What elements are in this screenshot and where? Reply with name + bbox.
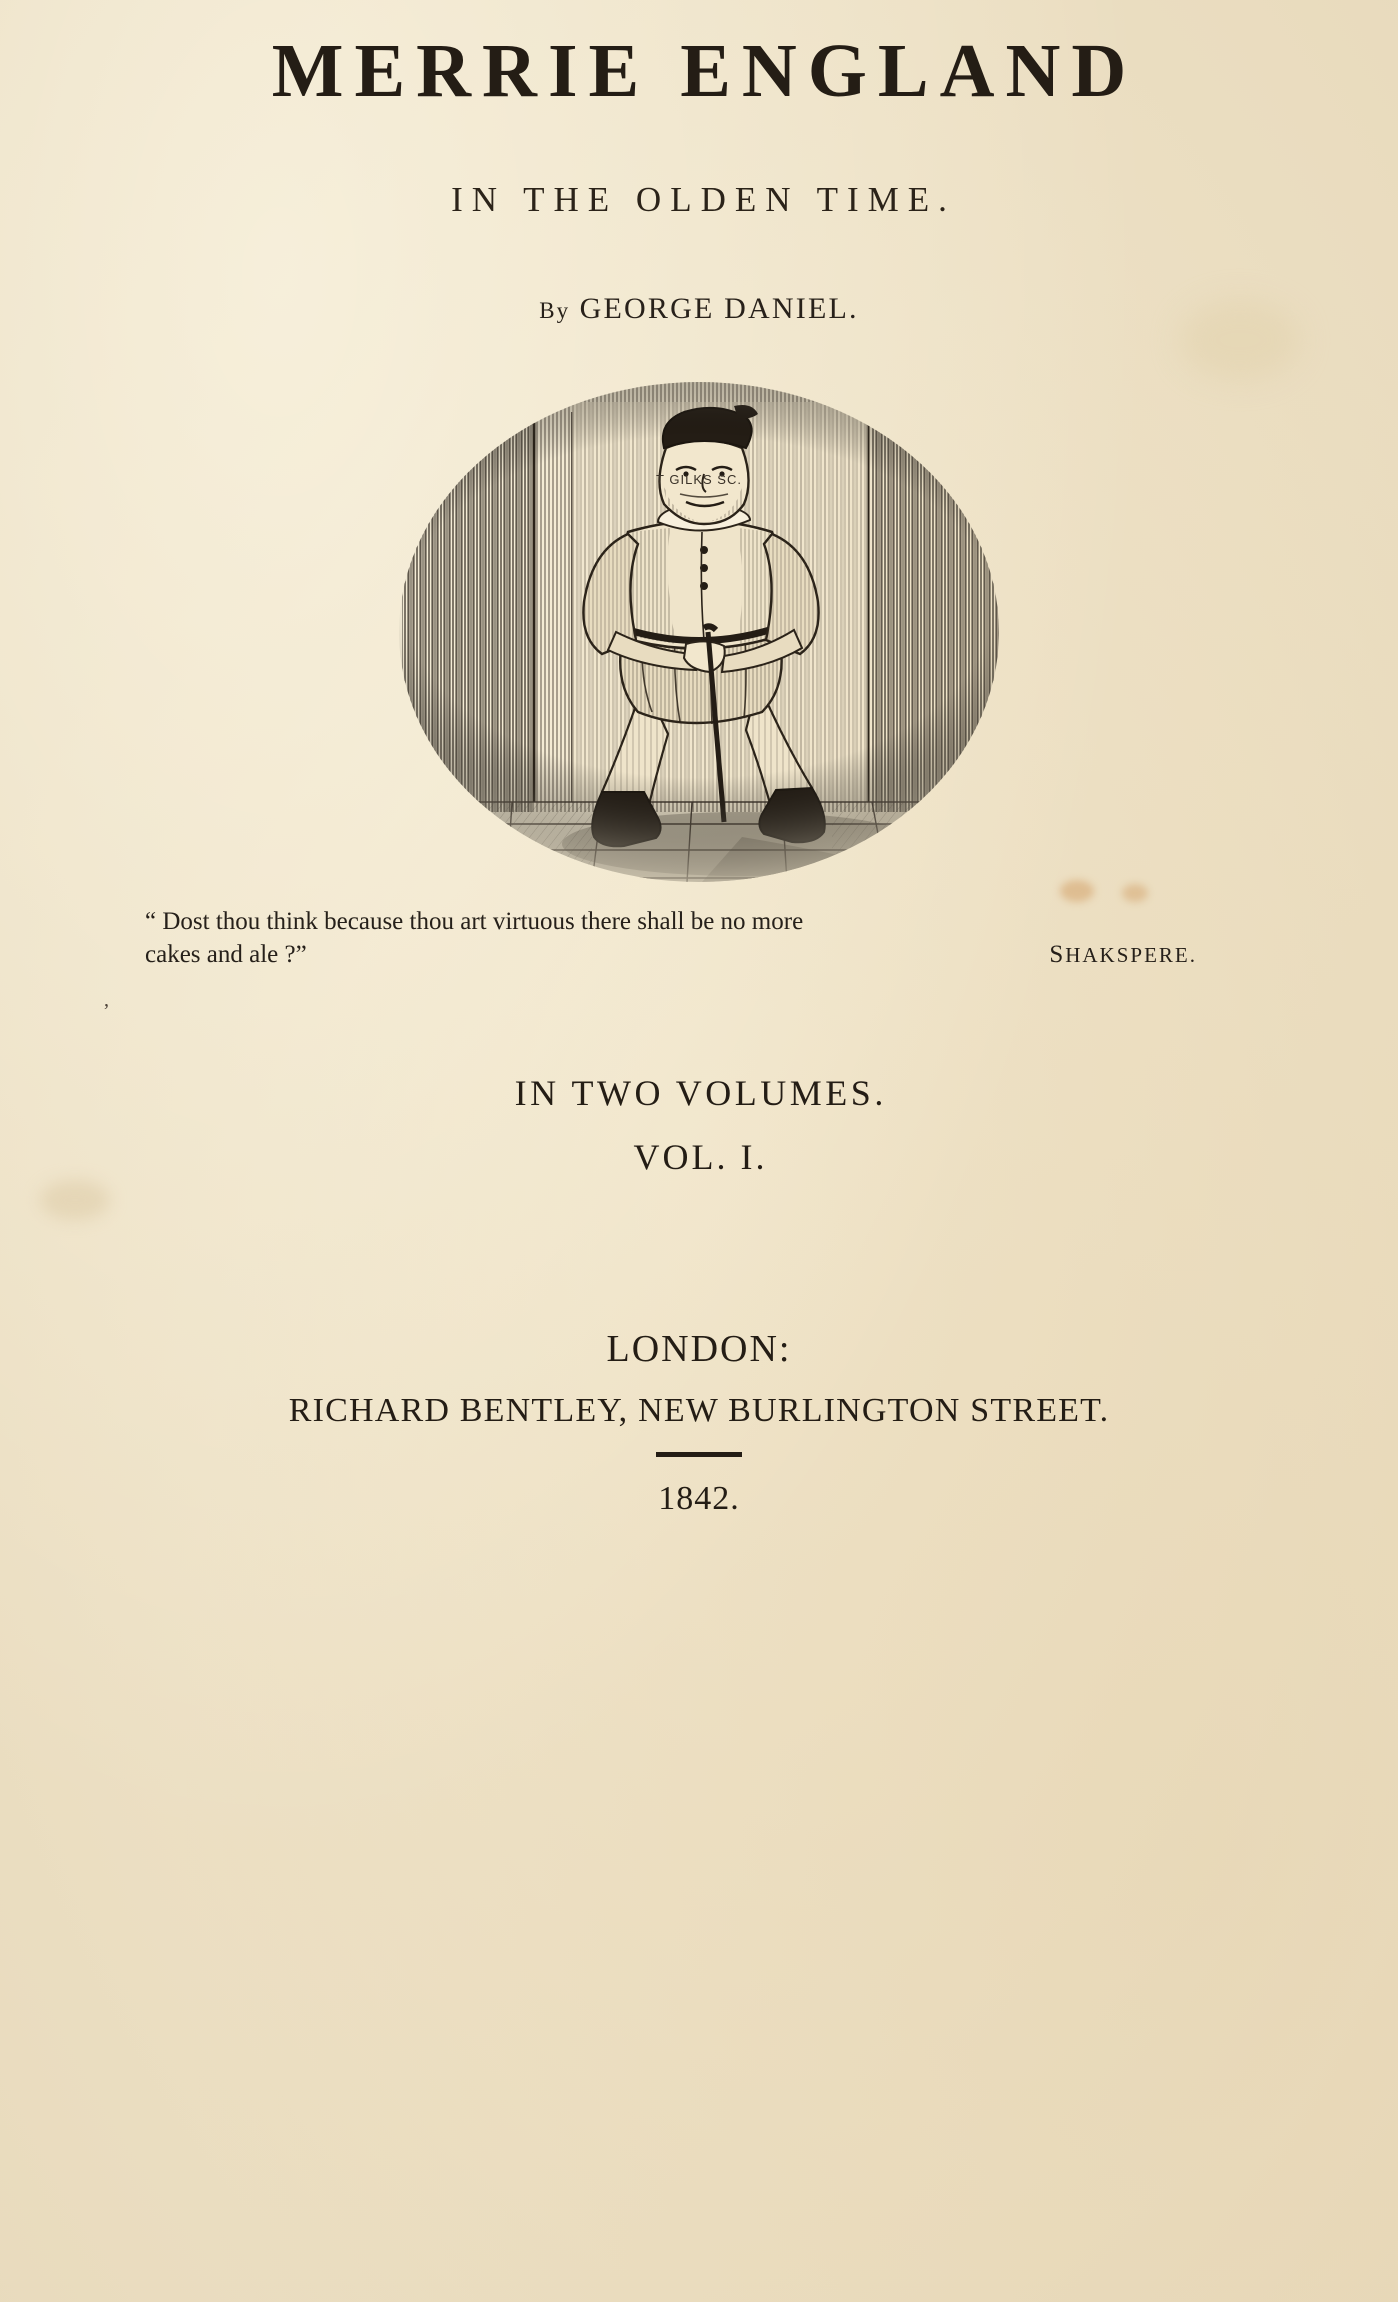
epigraph xyxy=(145,905,1255,971)
author-line xyxy=(0,292,1398,326)
epigraph-line-2: cakes and ale ?” xyxy=(145,941,307,968)
epigraph-attribution xyxy=(1049,938,1255,971)
imprint-rule xyxy=(656,1452,742,1457)
paper-stain-1 xyxy=(1060,880,1094,902)
volume-number: VOL. I. xyxy=(633,1137,768,1177)
falstaff-engraving xyxy=(272,382,692,872)
stray-ink-mark: ’ xyxy=(103,1000,110,1022)
engraver-credit: T GILKS SC. xyxy=(656,472,742,487)
paper-stain-3 xyxy=(40,1180,110,1220)
author-name: GEORGE DANIEL. xyxy=(579,292,859,325)
attribution-rest: HAKSPERE. xyxy=(1065,943,1197,967)
author-prefix: By xyxy=(539,298,571,323)
volumes-note: IN TWO VOLUMES. xyxy=(514,1073,887,1113)
book-title: MERRIE ENGLAND xyxy=(271,29,1138,113)
engraving-svg xyxy=(272,382,1126,882)
book-subtitle: IN THE OLDEN TIME. xyxy=(451,180,956,219)
epigraph-line-1: “ Dost thou think because thou art virtuous there shall be no more xyxy=(145,908,804,935)
paper-stain-2 xyxy=(1122,884,1148,902)
imprint-year: 1842. xyxy=(658,1480,740,1517)
attribution-initial: S xyxy=(1049,941,1066,968)
imprint-city: LONDON: xyxy=(606,1328,792,1370)
imprint-publisher: RICHARD BENTLEY, NEW BURLINGTON STREET. xyxy=(288,1392,1110,1429)
